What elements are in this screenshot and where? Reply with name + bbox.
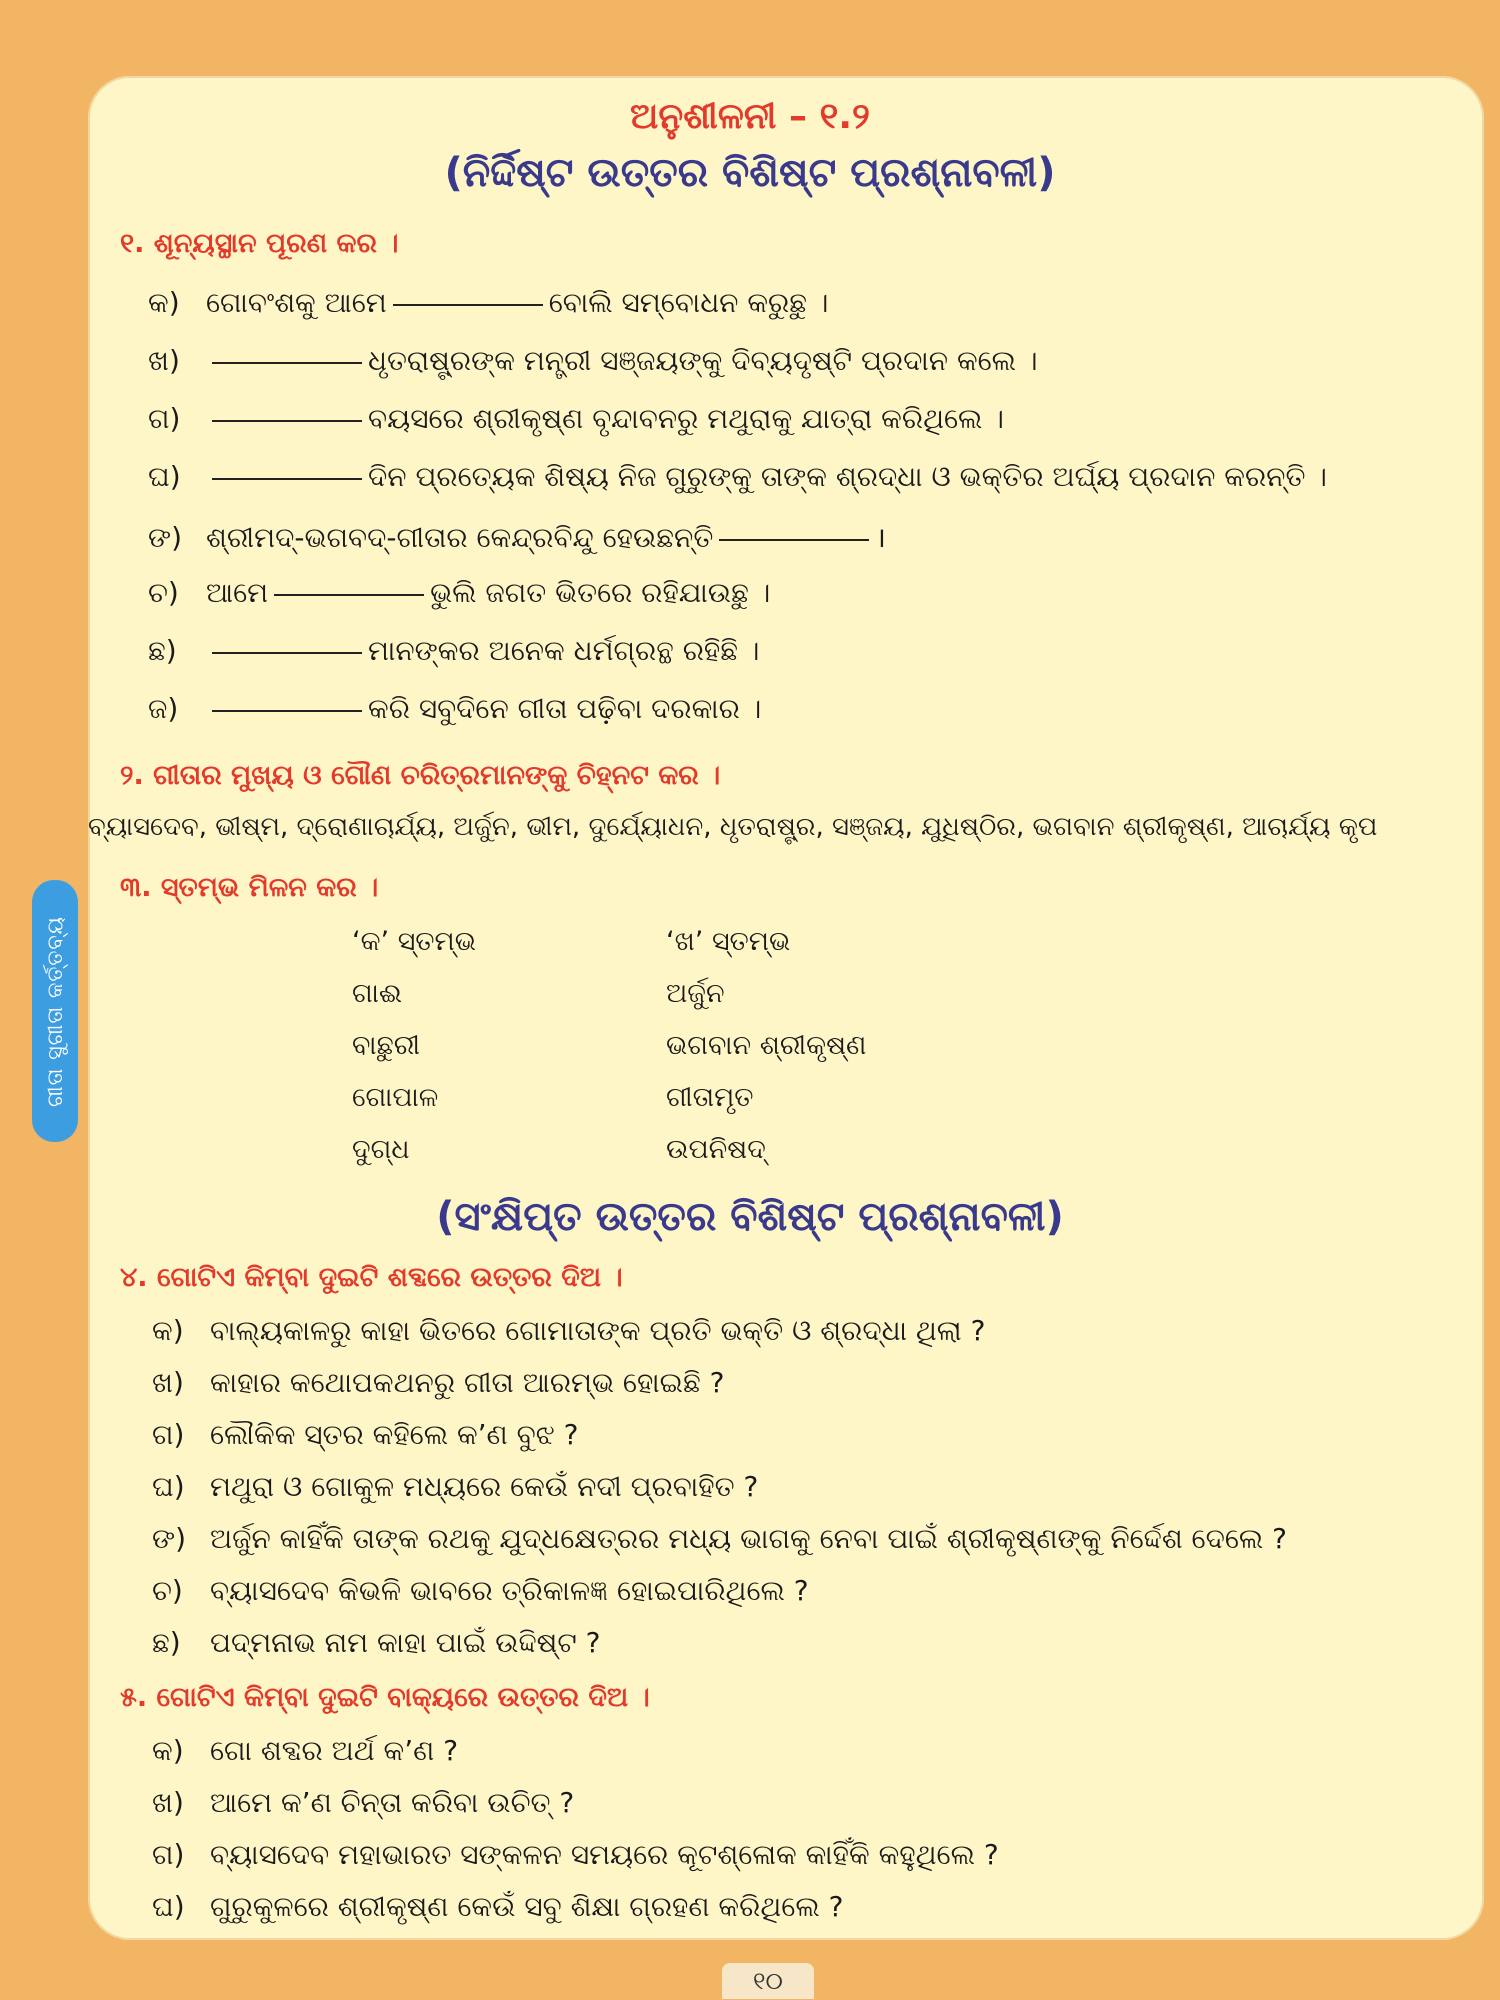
item-label: ଖ) [152,1786,184,1819]
item-label: ଜ) [148,692,179,725]
column-a-item: ଗୋପାଳ [352,1082,439,1113]
item-text: ବାଲ୍ୟକାଳରୁ କାହା ଭିତରେ ଗୋମାତାଙ୍କ ପ୍ରତି ଭକ୍ତି ଓ ଶ୍ରଦ୍ଧା ଥିଲା ? [210,1314,986,1347]
column-a-item: ଗାଈ [352,978,403,1009]
q1-item [148,634,760,668]
item-text: ଗୋ ଶବ୍ଦର ଅର୍ଥ କ’ଣ ? [210,1734,459,1767]
q1-item [148,460,1327,494]
q4-item [152,1522,1287,1556]
q4-item [152,1314,985,1348]
item-text: ଲୌକିକ ସ୍ତର କହିଲେ କ’ଣ ବୁଝ ? [210,1418,579,1451]
item-text-after: କରି ସବୁଦିନେ ଗୀତା ପଢ଼ିବା ଦରକାର । [368,692,762,725]
exercise-title: ଅନୁଶୀଳନୀ – ୧.୨ [630,96,870,137]
item-text-before: ଆମେ [206,576,269,609]
objective-heading: (ନିର୍ଦ୍ଦିଷ୍ଟ ଉତ୍ତର ବିଶିଷ୍ଟ ପ୍ରଶ୍ନାବଳୀ) [444,150,1056,196]
item-text: ଗୁରୁକୁଳରେ ଶ୍ରୀକୃଷ୍ଣ କେଉଁ ସବୁ ଶିକ୍ଷା ଗ୍ରହଣ କରିଥିଲେ ? [210,1890,844,1923]
q4-item [152,1418,578,1452]
item-label: ଚ) [152,1574,183,1607]
item-text-after: ବୋଲି ସମ୍ବୋଧନ କରୁଛୁ । [548,286,829,319]
item-text: ଆମେ କ’ଣ ଚିନ୍ତା କରିବା ଉଚିତ୍ ? [210,1786,575,1819]
q3-heading: ୩. ସ୍ତମ୍ଭ ମିଳନ କର । [120,872,379,903]
item-label: ଙ) [152,1522,187,1555]
item-text: ଅର୍ଜୁନ କାହିଁକି ତାଙ୍କ ରଥକୁ ଯୁଦ୍ଧକ୍ଷେତ୍ରର ମଧ୍ୟ ଭାଗକୁ ନେବା ପାଇଁ ଶ୍ରୀକୃଷ୍ଣଙ୍କୁ ନିର୍ଦ୍ଦେଶ ଦେଲେ ? [210,1522,1288,1555]
q5-item [152,1838,999,1872]
q5-item [152,1786,574,1820]
q5-heading: ୫. ଗୋଟିଏ କିମ୍ବା ଦୁଇଟି ବାକ୍ୟରେ ଉତ୍ତର ଦିଅ । [120,1682,650,1713]
q4-item [152,1626,601,1660]
item-text-before: ଗୋବଂଶକୁ ଆମେ [206,286,387,319]
blank-line [212,478,362,480]
item-label: ଘ) [152,1890,185,1923]
q4-item [152,1574,809,1608]
item-text: ମଥୁରା ଓ ଗୋକୁଳ ମଧ୍ୟରେ କେଉଁ ନଦୀ ପ୍ରବାହିତ ? [210,1470,759,1503]
q2-heading: ୨. ଗୀତାର ମୁଖ୍ୟ ଓ ଗୌଣ ଚରିତ୍ରମାନଙ୍କୁ ଚିହ୍ନଟ କର । [120,760,721,791]
column-a-item: ବାଛୁରୀ [352,1030,421,1061]
character-list: ବ୍ୟାସଦେବ, ଭୀଷ୍ମ, ଦ୍ରୋଣାଚାର୍ଯ୍ୟ, ଅର୍ଜୁନ, ଭୀମ, ଦୁର୍ଯ୍ୟୋଧନ, ଧୃତରାଷ୍ଟ୍ର, ସଞ୍ଜୟ, ଯୁଧିଷ୍ଠିର, ଭଗବାନ ଶ୍ରୀକୃଷ୍ଣ, ଆଚାର୍ଯ୍ୟ କୃପ [88,812,1378,842]
item-label: ଚ) [148,576,179,609]
item-label: କ) [148,286,180,319]
page-number: ୧୦ [722,1963,814,1999]
q4-heading: ୪. ଗୋଟିଏ କିମ୍ବା ଦୁଇଟି ଶବ୍ଦରେ ଉତ୍ତର ଦିଅ । [120,1262,623,1293]
item-label: କ) [152,1734,184,1767]
item-label: ଖ) [148,344,180,377]
q1-item [148,576,770,610]
blank-line [393,304,543,306]
blank-line [274,594,424,596]
q1-heading: ୧. ଶୂନ୍ୟସ୍ଥାନ ପୂରଣ କର । [120,228,399,259]
column-b-item: ଉପନିଷଦ୍ [666,1134,766,1165]
item-label: ଖ) [152,1366,184,1399]
q1-item [148,344,1038,378]
q4-item [152,1470,758,1504]
item-text: ବ୍ୟାସଦେବ ମହାଭାରତ ସଙ୍କଳନ ସମୟରେ କୂଟଶ୍ଳୋକ କାହିଁକି କହୁଥିଲେ ? [210,1838,999,1871]
side-tab-label: ଗୀତା ସୁଗୀତା କର୍ତ୍ତବ୍ୟ [42,915,67,1107]
short-answer-heading: (ସଂକ୍ଷିପ୍ତ ଉତ୍ତର ବିଶିଷ୍ଟ ପ୍ରଶ୍ନାବଳୀ) [436,1194,1064,1240]
item-label: ଛ) [152,1626,181,1659]
item-label: ଘ) [152,1470,185,1503]
column-a-header: ‘କ’ ସ୍ତମ୍ଭ [352,926,477,957]
q1-item [148,518,886,556]
item-text-after: ଧୃତରାଷ୍ଟ୍ରଙ୍କ ମନ୍ତ୍ରୀ ସଞ୍ଜୟଙ୍କୁ ଦିବ୍ୟଦୃଷ୍ଟି ପ୍ରଦାନ କଲେ । [368,344,1038,377]
item-label: ଗ) [152,1838,185,1871]
side-tab [32,880,78,1142]
item-text-after: ମାନଙ୍କର ଅନେକ ଧର୍ମଗ୍ରନ୍ଥ ରହିଛି । [368,634,760,667]
column-b-item: ଗୀତାମୃତ [666,1082,754,1113]
item-text: କାହାର କଥୋପକଥନରୁ ଗୀତା ଆରମ୍ଭ ହୋଇଛି ? [210,1366,725,1399]
item-label: ଘ) [148,460,181,493]
item-text-before: ଶ୍ରୀମଦ୍-ଭଗବଦ୍-ଗୀତାର କେନ୍ଦ୍ରବିନ୍ଦୁ ହେଉଛନ୍ତି [206,521,714,554]
q5-item [152,1890,843,1924]
item-label: କ) [152,1314,184,1347]
item-text-after: ଦିନ ପ୍ରତ୍ୟେକ ଶିଷ୍ୟ ନିଜ ଗୁରୁଙ୍କୁ ତାଙ୍କ ଶ୍ରଦ୍ଧା ଓ ଭକ୍ତିର ଅର୍ଘ୍ୟ ପ୍ରଦାନ କରନ୍ତି । [368,460,1327,493]
column-a-item: ଦୁଗ୍ଧ [352,1134,410,1165]
q1-item [148,402,1004,436]
item-label: ଛ) [148,634,177,667]
q1-item [148,692,761,726]
blank-line [719,539,869,541]
item-text: ବ୍ୟାସଦେବ କିଭଳି ଭାବରେ ତ୍ରିକାଳଜ୍ଞ ହୋଇପାରିଥିଲେ ? [210,1574,809,1607]
item-text-after: ବୟସରେ ଶ୍ରୀକୃଷ୍ଣ ବୃନ୍ଦାବନରୁ ମଥୁରାକୁ ଯାତ୍ରା କରିଥିଲେ । [368,402,1004,435]
blank-line [212,420,362,422]
item-text-after: ଭୁଲି ଜଗତ ଭିତରେ ରହିଯାଉଛୁ । [430,576,771,609]
item-text: ପଦ୍ମନାଭ ନାମ କାହା ପାଇଁ ଉଦ୍ଦିଷ୍ଟ ? [210,1626,601,1659]
blank-line [212,362,362,364]
q5-item [152,1734,458,1768]
item-label: ଗ) [152,1418,185,1451]
q4-item [152,1366,724,1400]
column-b-item: ଅର୍ଜୁନ [666,978,725,1009]
item-label: ଙ) [148,521,183,554]
column-b-item: ଭଗବାନ ଶ୍ରୀକୃଷ୍ଣ [666,1030,867,1061]
column-b-header: ‘ଖ’ ସ୍ତମ୍ଭ [666,926,791,957]
q1-item [148,286,829,320]
blank-line [212,652,362,654]
blank-line [212,710,362,712]
item-label: ଗ) [148,402,181,435]
item-text-after: । [875,521,886,554]
